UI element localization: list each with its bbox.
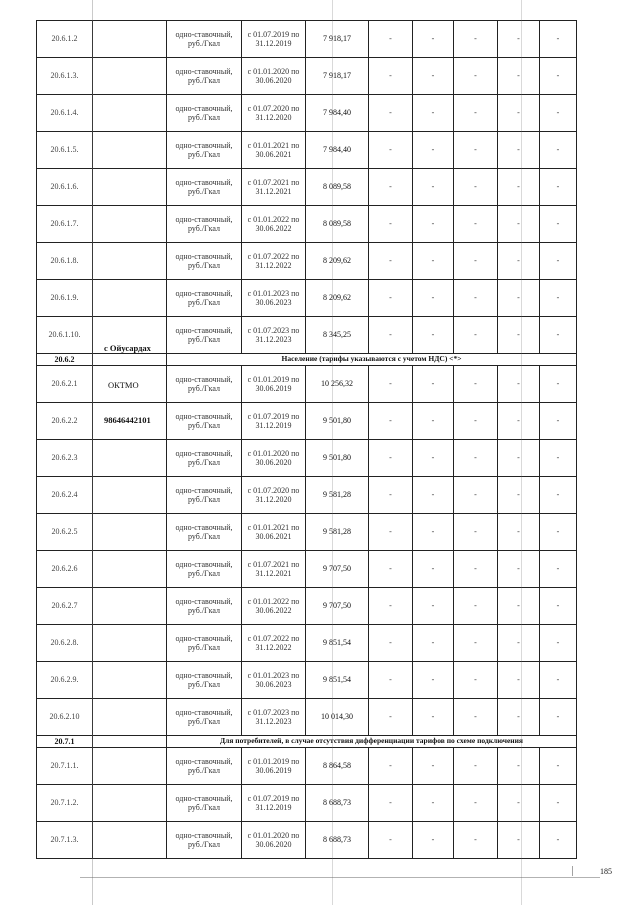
tariff-row	[37, 625, 577, 662]
org-column-cell	[93, 354, 167, 366]
org-column-cell	[93, 21, 167, 58]
empty-value-cell: -	[498, 477, 540, 514]
row-code: 20.6.1.3.	[37, 58, 93, 95]
tariff-value: 8 209,62	[306, 280, 369, 317]
tariff-type: одно-ставочный, руб./Гкал	[167, 132, 242, 169]
org-column-cell	[93, 440, 167, 477]
row-code: 20.7.1.1.	[37, 748, 93, 785]
tariff-value: 9 707,50	[306, 588, 369, 625]
tariff-value: 9 851,54	[306, 662, 369, 699]
empty-value-cell: -	[413, 243, 454, 280]
empty-value-cell: -	[540, 662, 577, 699]
tariff-row	[37, 206, 577, 243]
empty-value-cell: -	[498, 169, 540, 206]
empty-value-cell: -	[454, 58, 498, 95]
row-code: 20.6.1.10.	[37, 317, 93, 354]
row-code: 20.6.2.2	[37, 403, 93, 440]
empty-value-cell: -	[498, 95, 540, 132]
empty-value-cell: -	[454, 21, 498, 58]
tariff-value: 8 345,25	[306, 317, 369, 354]
org-column-cell	[93, 748, 167, 785]
empty-value-cell: -	[498, 317, 540, 354]
empty-value-cell: -	[454, 132, 498, 169]
row-code: 20.6.2.1	[37, 366, 93, 403]
empty-value-cell: -	[498, 699, 540, 736]
empty-value-cell: -	[454, 822, 498, 859]
tariff-type: одно-ставочный, руб./Гкал	[167, 243, 242, 280]
org-column-cell	[93, 169, 167, 206]
row-code: 20.6.1.8.	[37, 243, 93, 280]
tariff-value: 8 089,58	[306, 169, 369, 206]
tariff-period: с 01.01.2020 по 30.06.2020	[242, 58, 306, 95]
tariff-value: 8 864,58	[306, 748, 369, 785]
empty-value-cell: -	[369, 206, 413, 243]
tariff-type: одно-ставочный, руб./Гкал	[167, 662, 242, 699]
empty-value-cell: -	[454, 551, 498, 588]
tariff-type: одно-ставочный, руб./Гкал	[167, 440, 242, 477]
tariff-period: с 01.01.2019 по 30.06.2019	[242, 366, 306, 403]
tariff-period: с 01.07.2023 по 31.12.2023	[242, 317, 306, 354]
tariff-row	[37, 95, 577, 132]
empty-value-cell: -	[369, 477, 413, 514]
tariff-value: 7 984,40	[306, 95, 369, 132]
empty-value-cell: -	[540, 206, 577, 243]
scan-artifact-line	[521, 0, 522, 905]
empty-value-cell: -	[454, 477, 498, 514]
empty-value-cell: -	[454, 206, 498, 243]
empty-value-cell: -	[540, 21, 577, 58]
tariff-value: 7 918,17	[306, 58, 369, 95]
empty-value-cell: -	[540, 588, 577, 625]
page-number: 185	[600, 867, 612, 876]
row-code: 20.6.1.9.	[37, 280, 93, 317]
scan-artifact-line	[80, 877, 600, 878]
empty-value-cell: -	[454, 785, 498, 822]
empty-value-cell: -	[413, 21, 454, 58]
tariff-type: одно-ставочный, руб./Гкал	[167, 403, 242, 440]
tariff-value: 8 688,73	[306, 785, 369, 822]
tariff-row	[37, 588, 577, 625]
empty-value-cell: -	[454, 514, 498, 551]
empty-value-cell: -	[498, 21, 540, 58]
row-code: 20.6.2.3	[37, 440, 93, 477]
empty-value-cell: -	[540, 477, 577, 514]
row-code: 20.6.2.7	[37, 588, 93, 625]
tariff-value: 8 688,73	[306, 822, 369, 859]
empty-value-cell: -	[413, 280, 454, 317]
section-code: 20.7.1	[37, 736, 93, 748]
tariff-period: с 01.07.2023 по 31.12.2023	[242, 699, 306, 736]
tariff-row	[37, 21, 577, 58]
empty-value-cell: -	[369, 625, 413, 662]
empty-value-cell: -	[413, 169, 454, 206]
tariff-value: 9 501,80	[306, 440, 369, 477]
empty-value-cell: -	[413, 748, 454, 785]
empty-value-cell: -	[369, 317, 413, 354]
org-column-cell	[93, 243, 167, 280]
tariff-row	[37, 132, 577, 169]
empty-value-cell: -	[498, 58, 540, 95]
org-column-cell	[93, 58, 167, 95]
empty-value-cell: -	[454, 280, 498, 317]
row-code: 20.6.2.5	[37, 514, 93, 551]
tariff-value: 10 014,30	[306, 699, 369, 736]
empty-value-cell: -	[540, 169, 577, 206]
tariff-period: с 01.01.2021 по 30.06.2021	[242, 132, 306, 169]
tariff-period: с 01.07.2021 по 31.12.2021	[242, 551, 306, 588]
org-column-cell	[93, 822, 167, 859]
tariff-period: с 01.07.2019 по 31.12.2019	[242, 785, 306, 822]
section-title: Для потребителей, в случае отсутствия дифференциации тарифов по схеме подключения	[167, 736, 577, 748]
empty-value-cell: -	[369, 403, 413, 440]
tariff-value: 9 581,28	[306, 514, 369, 551]
tariff-type: одно-ставочный, руб./Гкал	[167, 785, 242, 822]
empty-value-cell: -	[413, 206, 454, 243]
tariff-type: одно-ставочный, руб./Гкал	[167, 366, 242, 403]
org-column-cell	[93, 625, 167, 662]
row-code: 20.6.1.2	[37, 21, 93, 58]
empty-value-cell: -	[369, 785, 413, 822]
empty-value-cell: -	[413, 699, 454, 736]
empty-value-cell: -	[413, 477, 454, 514]
tariff-type: одно-ставочный, руб./Гкал	[167, 21, 242, 58]
tariff-row	[37, 280, 577, 317]
empty-value-cell: -	[540, 440, 577, 477]
row-code: 20.6.2.9.	[37, 662, 93, 699]
tariff-period: с 01.07.2019 по 31.12.2019	[242, 403, 306, 440]
empty-value-cell: -	[454, 440, 498, 477]
row-code: 20.6.2.4	[37, 477, 93, 514]
tariff-row	[37, 477, 577, 514]
tariff-rows-bottom	[37, 748, 577, 859]
tariff-type: одно-ставочный, руб./Гкал	[167, 625, 242, 662]
tariff-value: 7 918,17	[306, 21, 369, 58]
tariff-value: 10 256,32	[306, 366, 369, 403]
empty-value-cell: -	[369, 21, 413, 58]
empty-value-cell: -	[540, 625, 577, 662]
empty-value-cell: -	[369, 58, 413, 95]
empty-value-cell: -	[369, 822, 413, 859]
tariff-type: одно-ставочный, руб./Гкал	[167, 206, 242, 243]
tariff-value: 9 851,54	[306, 625, 369, 662]
tariff-type: одно-ставочный, руб./Гкал	[167, 477, 242, 514]
section-header-row	[37, 736, 577, 748]
empty-value-cell: -	[454, 243, 498, 280]
empty-value-cell: -	[540, 822, 577, 859]
empty-value-cell: -	[540, 58, 577, 95]
row-code: 20.6.2.10	[37, 699, 93, 736]
tariff-value: 9 501,80	[306, 403, 369, 440]
empty-value-cell: -	[454, 95, 498, 132]
empty-value-cell: -	[369, 95, 413, 132]
tariff-period: с 01.01.2019 по 30.06.2019	[242, 748, 306, 785]
tariff-period: с 01.07.2020 по 31.12.2020	[242, 477, 306, 514]
empty-value-cell: -	[498, 822, 540, 859]
empty-value-cell: -	[454, 317, 498, 354]
tariff-value: 8 209,62	[306, 243, 369, 280]
empty-value-cell: -	[369, 699, 413, 736]
empty-value-cell: -	[540, 514, 577, 551]
empty-value-cell: -	[498, 440, 540, 477]
oktmo-code: 98646442101	[104, 415, 151, 425]
empty-value-cell: -	[498, 625, 540, 662]
empty-value-cell: -	[540, 132, 577, 169]
tariff-period: с 01.01.2023 по 30.06.2023	[242, 280, 306, 317]
tariff-type: одно-ставочный, руб./Гкал	[167, 169, 242, 206]
tariff-type: одно-ставочный, руб./Гкал	[167, 699, 242, 736]
empty-value-cell: -	[498, 206, 540, 243]
empty-value-cell: -	[413, 440, 454, 477]
tariff-value: 8 089,58	[306, 206, 369, 243]
empty-value-cell: -	[498, 785, 540, 822]
empty-value-cell: -	[540, 280, 577, 317]
org-column-cell	[93, 95, 167, 132]
empty-value-cell: -	[498, 514, 540, 551]
empty-value-cell: -	[369, 366, 413, 403]
empty-value-cell: -	[540, 699, 577, 736]
empty-value-cell: -	[498, 588, 540, 625]
row-code: 20.7.1.3.	[37, 822, 93, 859]
empty-value-cell: -	[498, 748, 540, 785]
tariff-row	[37, 169, 577, 206]
empty-value-cell: -	[540, 243, 577, 280]
row-code: 20.6.2.6	[37, 551, 93, 588]
empty-value-cell: -	[540, 785, 577, 822]
tariff-value: 9 707,50	[306, 551, 369, 588]
section-code: 20.6.2	[37, 354, 93, 366]
tariff-type: одно-ставочный, руб./Гкал	[167, 551, 242, 588]
tariff-period: с 01.01.2023 по 30.06.2023	[242, 662, 306, 699]
empty-value-cell: -	[498, 551, 540, 588]
org-column-cell	[93, 785, 167, 822]
empty-value-cell: -	[498, 403, 540, 440]
empty-value-cell: -	[454, 366, 498, 403]
tariff-row	[37, 785, 577, 822]
tariff-type: одно-ставочный, руб./Гкал	[167, 514, 242, 551]
tariff-row	[37, 58, 577, 95]
tariff-type: одно-ставочный, руб./Гкал	[167, 822, 242, 859]
scan-artifact-line	[572, 866, 573, 876]
oktmo-label: ОКТМО	[108, 380, 139, 390]
empty-value-cell: -	[540, 551, 577, 588]
section-header-row	[37, 354, 577, 366]
empty-value-cell: -	[540, 403, 577, 440]
empty-value-cell: -	[413, 625, 454, 662]
empty-value-cell: -	[413, 822, 454, 859]
tariff-table	[36, 20, 577, 859]
org-column-cell	[93, 588, 167, 625]
row-code: 20.7.1.2.	[37, 785, 93, 822]
tariff-period: с 01.01.2021 по 30.06.2021	[242, 514, 306, 551]
tariff-row	[37, 440, 577, 477]
empty-value-cell: -	[454, 169, 498, 206]
tariff-row	[37, 514, 577, 551]
tariff-row	[37, 699, 577, 736]
row-code: 20.6.1.6.	[37, 169, 93, 206]
tariff-row	[37, 662, 577, 699]
empty-value-cell: -	[413, 58, 454, 95]
empty-value-cell: -	[454, 662, 498, 699]
section-population	[37, 354, 577, 366]
empty-value-cell: -	[413, 95, 454, 132]
row-code: 20.6.1.7.	[37, 206, 93, 243]
org-column-cell	[93, 206, 167, 243]
org-column-cell	[93, 514, 167, 551]
tariff-period: с 01.07.2019 по 31.12.2019	[242, 21, 306, 58]
empty-value-cell: -	[369, 551, 413, 588]
empty-value-cell: -	[454, 625, 498, 662]
empty-value-cell: -	[369, 514, 413, 551]
empty-value-cell: -	[498, 280, 540, 317]
tariff-period: с 01.01.2020 по 30.06.2020	[242, 822, 306, 859]
empty-value-cell: -	[540, 317, 577, 354]
tariff-period: с 01.01.2020 по 30.06.2020	[242, 440, 306, 477]
tariff-period: с 01.07.2021 по 31.12.2021	[242, 169, 306, 206]
settlement-name: с Ойусардах	[104, 343, 151, 353]
empty-value-cell: -	[369, 748, 413, 785]
empty-value-cell: -	[498, 662, 540, 699]
tariff-rows-top	[37, 21, 577, 354]
empty-value-cell: -	[454, 699, 498, 736]
empty-value-cell: -	[369, 243, 413, 280]
empty-value-cell: -	[369, 662, 413, 699]
section-no-differentiation	[37, 736, 577, 748]
org-column-cell	[93, 662, 167, 699]
empty-value-cell: -	[498, 243, 540, 280]
tariff-row	[37, 243, 577, 280]
org-column-cell	[93, 551, 167, 588]
org-column-cell	[93, 699, 167, 736]
empty-value-cell: -	[413, 785, 454, 822]
empty-value-cell: -	[413, 551, 454, 588]
tariff-value: 9 581,28	[306, 477, 369, 514]
tariff-period: с 01.07.2022 по 31.12.2022	[242, 625, 306, 662]
org-column-cell	[93, 132, 167, 169]
row-code: 20.6.1.5.	[37, 132, 93, 169]
tariff-type: одно-ставочный, руб./Гкал	[167, 280, 242, 317]
empty-value-cell: -	[369, 169, 413, 206]
empty-value-cell: -	[413, 317, 454, 354]
org-column-cell	[93, 736, 167, 748]
empty-value-cell: -	[413, 366, 454, 403]
tariff-type: одно-ставочный, руб./Гкал	[167, 588, 242, 625]
org-column-cell	[93, 477, 167, 514]
tariff-type: одно-ставочный, руб./Гкал	[167, 317, 242, 354]
tariff-period: с 01.01.2022 по 30.06.2022	[242, 588, 306, 625]
empty-value-cell: -	[369, 440, 413, 477]
tariff-type: одно-ставочный, руб./Гкал	[167, 748, 242, 785]
empty-value-cell: -	[540, 748, 577, 785]
row-code: 20.6.1.4.	[37, 95, 93, 132]
row-code: 20.6.2.8.	[37, 625, 93, 662]
tariff-period: с 01.07.2020 по 31.12.2020	[242, 95, 306, 132]
scan-artifact-line	[92, 0, 93, 905]
empty-value-cell: -	[413, 514, 454, 551]
tariff-value: 7 984,40	[306, 132, 369, 169]
empty-value-cell: -	[413, 132, 454, 169]
tariff-row	[37, 822, 577, 859]
org-column-cell	[93, 280, 167, 317]
section-title: Население (тарифы указываются с учетом НДС) <*>	[167, 354, 577, 366]
empty-value-cell: -	[413, 403, 454, 440]
empty-value-cell: -	[369, 588, 413, 625]
tariff-period: с 01.01.2022 по 30.06.2022	[242, 206, 306, 243]
tariff-type: одно-ставочный, руб./Гкал	[167, 58, 242, 95]
empty-value-cell: -	[454, 588, 498, 625]
empty-value-cell: -	[498, 366, 540, 403]
empty-value-cell: -	[454, 403, 498, 440]
empty-value-cell: -	[369, 280, 413, 317]
tariff-row	[37, 748, 577, 785]
empty-value-cell: -	[413, 588, 454, 625]
empty-value-cell: -	[540, 95, 577, 132]
scan-artifact-line	[332, 0, 333, 905]
empty-value-cell: -	[540, 366, 577, 403]
empty-value-cell: -	[498, 132, 540, 169]
tariff-row	[37, 551, 577, 588]
empty-value-cell: -	[454, 748, 498, 785]
tariff-type: одно-ставочный, руб./Гкал	[167, 95, 242, 132]
empty-value-cell: -	[369, 132, 413, 169]
empty-value-cell: -	[413, 662, 454, 699]
tariff-period: с 01.07.2022 по 31.12.2022	[242, 243, 306, 280]
